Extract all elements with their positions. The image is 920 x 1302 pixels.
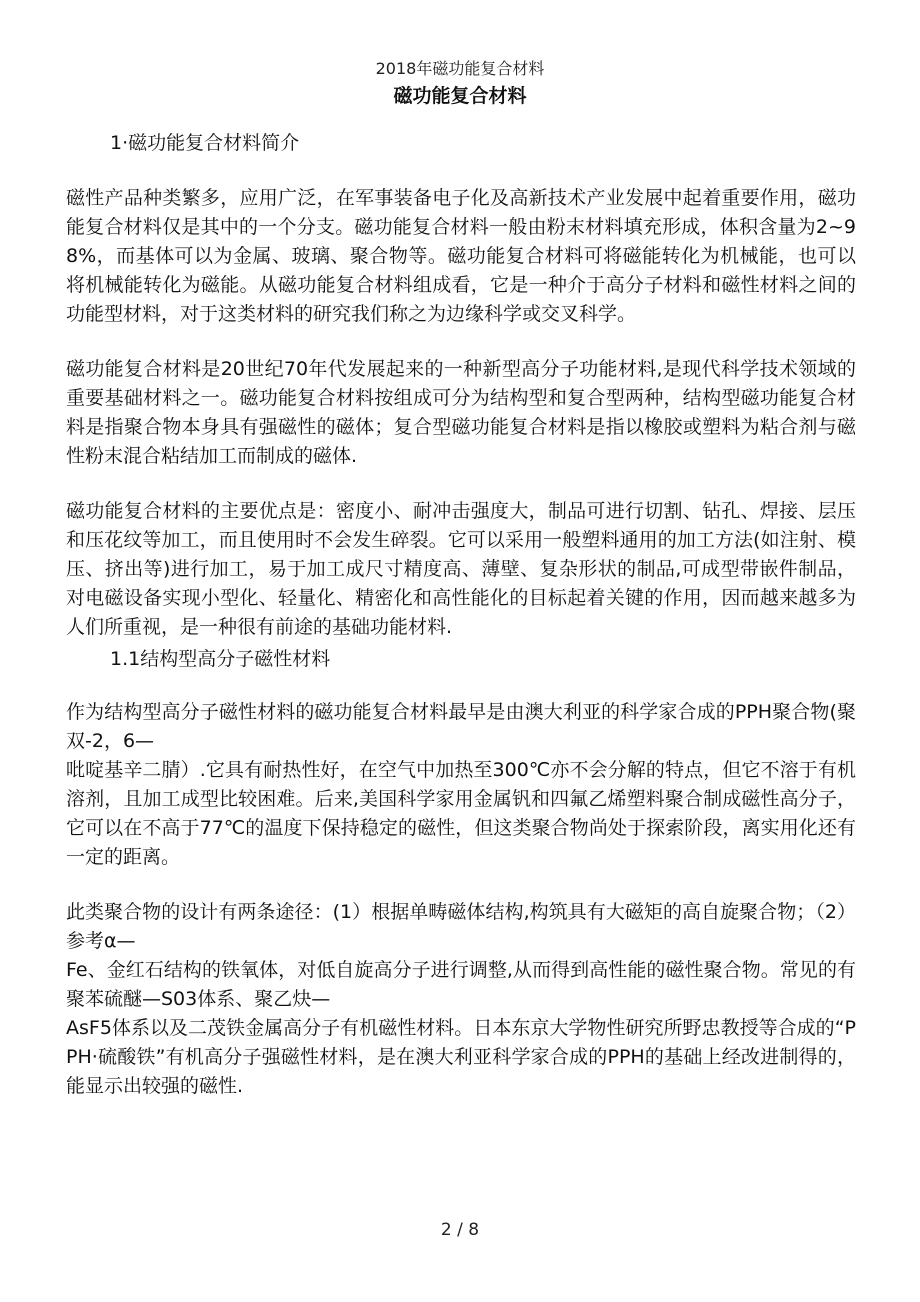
section-heading-structural: 1.1结构型高分子磁性材料 [110, 648, 331, 670]
paragraph-overview: 磁性产品种类繁多，应用广泛，在军事装备电子化及高新技术产业发展中起着重要作用，磁功能复合材料仅是其中的一个分支。磁功能复合材料一般由粉末材料填充形成，体积含量为2~98%，而基体可以为金属、玻璃、聚合物等。磁功能复合材料可将磁能转化为机械能，也可以将机械能转化为磁能。从磁功能复合材料组成看，它是一种介于高分子材料和磁性材料之间的功能型材料，对于这类材料的研究我们称之为边缘科学或交叉科学。 [66, 187, 856, 325]
page-number: 2 / 8 [440, 1220, 480, 1240]
paragraph-line: Fe、金红石结构的铁氧体，对低自旋高分子进行调整,从而得到高性能的磁性聚合物。常见的有聚苯硫醚—S03体系、聚乙炔— [66, 959, 856, 1010]
paragraph-advantages: 磁功能复合材料的主要优点是：密度小、耐冲击强度大，制品可进行切割、钻孔、焊接、层压和压花纹等加工，而且使用时不会发生碎裂。它可以采用一般塑料通用的加工方法(如注射、模压、挤出等)进行加工，易于加工成尺寸精度高、薄壁、复杂形状的制品,可成型带嵌件制品，对电磁设备实现小型化、轻量化、精密化和高性能化的目标起着关键的作用，因而越来越多为人们所重视，是一种很有前途的基础功能材料. [66, 500, 856, 638]
paragraph-line: 此类聚合物的设计有两条途径：(1）根据单畴磁体结构,构筑具有大磁矩的高自旋聚合物；（2）参考α— [66, 901, 856, 952]
paragraph-pph-polymer [66, 698, 856, 872]
paragraph-line: 作为结构型高分子磁性材料的磁功能复合材料最早是由澳大利亚的科学家合成的PPH聚合物(聚双-2，6— [66, 701, 856, 752]
section-heading-intro: 1·磁功能复合材料简介 [110, 132, 300, 154]
paragraph-line: AsF5体系以及二茂铁金属高分子有机磁性材料。日本东京大学物性研究所野忠教授等合成的“PPH·硫酸铁”有机高分子强磁性材料，是在澳大利亚科学家合成的PPH的基础上经改进制得的，能显示出较强的磁性. [66, 1017, 856, 1097]
document-body [66, 128, 856, 1127]
paragraph-design-routes [66, 898, 856, 1101]
paragraph-line: 吡啶基辛二腈）.它具有耐热性好，在空气中加热至300℃亦不会分解的特点，但它不溶于有机溶剂，且加工成型比较困难。后来,美国科学家用金属钒和四氟乙烯塑料聚合制成磁性高分子，它可以在不高于77℃的温度下保持稳定的磁性，但这类聚合物尚处于探索阶段，离实用化还有一定的距离。 [66, 759, 856, 868]
running-header: 2018年磁功能复合材料 [375, 59, 545, 78]
document-title: 磁功能复合材料 [393, 85, 527, 107]
paragraph-classification: 磁功能复合材料是20世纪70年代发展起来的一种新型高分子功能材料,是现代科学技术领域的重要基础材料之一。磁功能复合材料按组成可分为结构型和复合型两种，结构型磁功能复合材料是指聚合物本身具有强磁性的磁体；复合型磁功能复合材料是指以橡胶或塑料为粘合剂与磁性粉末混合粘结加工而制成的磁体. [66, 358, 856, 467]
